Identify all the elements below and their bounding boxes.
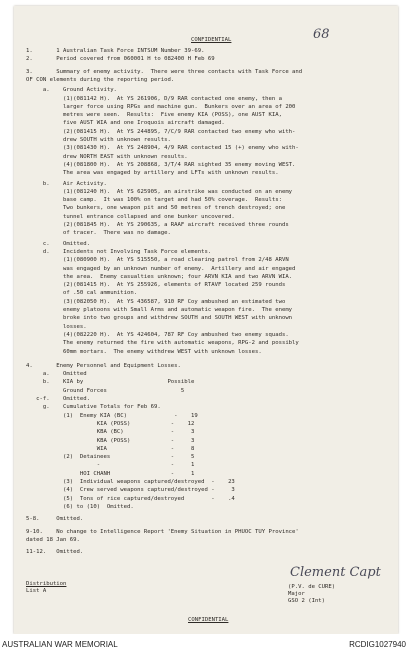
document-line: larger force using RPGs and machine gun. Bunkers over an area of 200 xyxy=(26,103,296,110)
document-line: five AUST WIA and one Iroquois aircraft damaged. xyxy=(26,120,225,127)
document-line: (1)(080900 H). At YS 515550, a road clearing patrol from 2/48 ARVN xyxy=(26,257,289,264)
signatory-name: (P.V. de CURE) xyxy=(288,584,336,590)
distribution-label: Distribution xyxy=(26,581,67,587)
document-line: 4. Enemy Personnel and Equipment Losses. xyxy=(26,362,181,369)
document-line: (3)(082050 H). At YS 436587, 910 RF Coy ambushed an estimated two xyxy=(26,298,286,305)
document-line: 2. Period covered from 060001 H to 082400 H Feb 69 xyxy=(26,56,215,63)
document-line: g. Cumulative Totals for Feb 69. xyxy=(26,404,161,411)
document-line: (6) to (10) Omitted. xyxy=(26,503,134,510)
document-line: dated 18 Jan 69. xyxy=(26,536,80,543)
document-line: KBA (BC) - 3 xyxy=(26,429,195,436)
document-line: drew SOUTH with unknown results. xyxy=(26,137,171,143)
document-line: broke into two groups and withdrew SOUTH and SOUTH WEST with unknown xyxy=(26,315,293,322)
document-line: 9-10. No change to Intelligence Report 'Enemy Situation in PHUOC TUY Province' xyxy=(26,528,299,535)
document-line: 3. Summary of enemy activity. There were three contacts with Task Force and xyxy=(26,68,303,75)
page-number: 68 xyxy=(313,27,330,42)
document-line: a. Omitted xyxy=(26,371,87,378)
header-classification: CONFIDENTIAL xyxy=(191,37,232,43)
document-line: (3) Individual weapons captured/destroyed - 23 xyxy=(26,479,235,485)
document-line: base camp. It was 100% on target and had 50% coverage. Results: xyxy=(26,197,282,204)
document-line: a. Ground Activity. xyxy=(26,87,117,94)
document-line: (4) Crew served weapons captured/destroyed - 3 xyxy=(26,487,235,494)
signatory-rank: Major xyxy=(288,591,305,597)
archive-id: RCDIG1027940 xyxy=(349,640,406,649)
document-line: (2)(081415 H). At YS 244895, 7/C/9 RAR contacted two enemy who with- xyxy=(26,128,296,135)
signatory-appointment: GSO 2 (Int) xyxy=(288,598,326,604)
document-line: 1. 1 Australian Task Force INTSUM Number 39-69. xyxy=(26,48,205,54)
footer-classification: CONFIDENTIAL xyxy=(188,617,229,623)
document-line: Two bunkers, one weapon pit and 50 metres of trench destroyed; one xyxy=(26,205,286,212)
document-line: HOI CHANH - 1 xyxy=(26,470,195,477)
document-line: (4)(081800 H). At YS 208868, 3/T/4 RAR sighted 35 enemy moving WEST. xyxy=(26,161,296,168)
document-line: b. Air Activity. xyxy=(26,180,107,187)
document-line: c-f. Omitted. xyxy=(26,396,90,402)
document-page xyxy=(14,6,398,634)
distribution-value: List A xyxy=(26,588,47,594)
document-line: - - 1 xyxy=(26,462,195,469)
archive-footer xyxy=(0,634,409,654)
document-line: tunnel entrance collapsed and one bunker uncovered. xyxy=(26,213,235,220)
document-line: OF CON elements during the reporting period. xyxy=(26,76,175,83)
document-line: enemy platoons with Small Arms and automatic weapon fire. The enemy xyxy=(26,307,293,313)
document-line: b. KIA by Possible xyxy=(26,379,195,386)
document-line: 60mm mortars. The enemy withdrew WEST with unknown losses. xyxy=(26,348,262,355)
document-line: KIA (POSS) - 12 xyxy=(26,420,195,427)
signature: Clement Capt xyxy=(290,565,381,580)
document-line: the area. Enemy casualties unknown; four ARVN KIA and two ARVN WIA. xyxy=(26,273,293,280)
document-line: (3)(081430 H). At YS 248904, 4/9 RAR contacted 15 (+) enemy who with- xyxy=(26,145,299,152)
document-line: of tracer. There was no damage. xyxy=(26,230,171,237)
document-line: was engaged by an unknown number of enemy. Artillery and air engaged xyxy=(26,265,296,272)
document-line: The area was engaged by artillery and LFTs with unknown results. xyxy=(26,170,279,177)
document-line: KBA (POSS) - 3 xyxy=(26,437,195,444)
archive-source: AUSTRALIAN WAR MEMORIAL xyxy=(2,640,118,649)
document-line: (2)(081845 H). At YS 290635, a RAAF aircraft received three rounds xyxy=(26,222,289,228)
document-line: metres were seen. Results: Five enemy KIA (POSS), one AUST KIA, xyxy=(26,112,282,119)
document-line: (5) Tons of rice captured/destroyed - .4 xyxy=(26,495,235,502)
document-line: Ground Forces 5 xyxy=(26,387,185,394)
document-line: The enemy returned the fire with automatic weapons, RPG-2 and possibly xyxy=(26,340,299,347)
document-line: (1) Enemy KIA (BC) - 19 xyxy=(26,412,198,419)
document-line: of .50 cal ammunition. xyxy=(26,290,138,297)
document-line: drew NORTH EAST with unknown results. xyxy=(26,153,188,160)
document-line: WIA - 8 xyxy=(26,445,195,452)
document-line: d. Incidents not Involving Task Force elements. xyxy=(26,248,212,255)
document-line: losses. xyxy=(26,323,87,330)
document-line: (1)(081240 H). At YS 625905, an airstrike was conducted on an enemy xyxy=(26,188,293,195)
document-line: (2) Detainees - 5 xyxy=(26,454,195,461)
document-line: (2)(081415 H). At YS 255926, elements of RTAVF located 259 rounds xyxy=(26,282,286,289)
document-line: 5-8. Omitted. xyxy=(26,516,84,523)
document-line: (1)(081142 H). At YS 261906, D/9 RAR contacted one enemy, then a xyxy=(26,95,282,102)
document-line: c. Omitted. xyxy=(26,240,90,247)
document-line: (4)(082220 H). At YS 424604, 787 RF Coy ambushed two enemy squads. xyxy=(26,331,289,338)
document-line: 11-12. Omitted. xyxy=(26,549,84,556)
